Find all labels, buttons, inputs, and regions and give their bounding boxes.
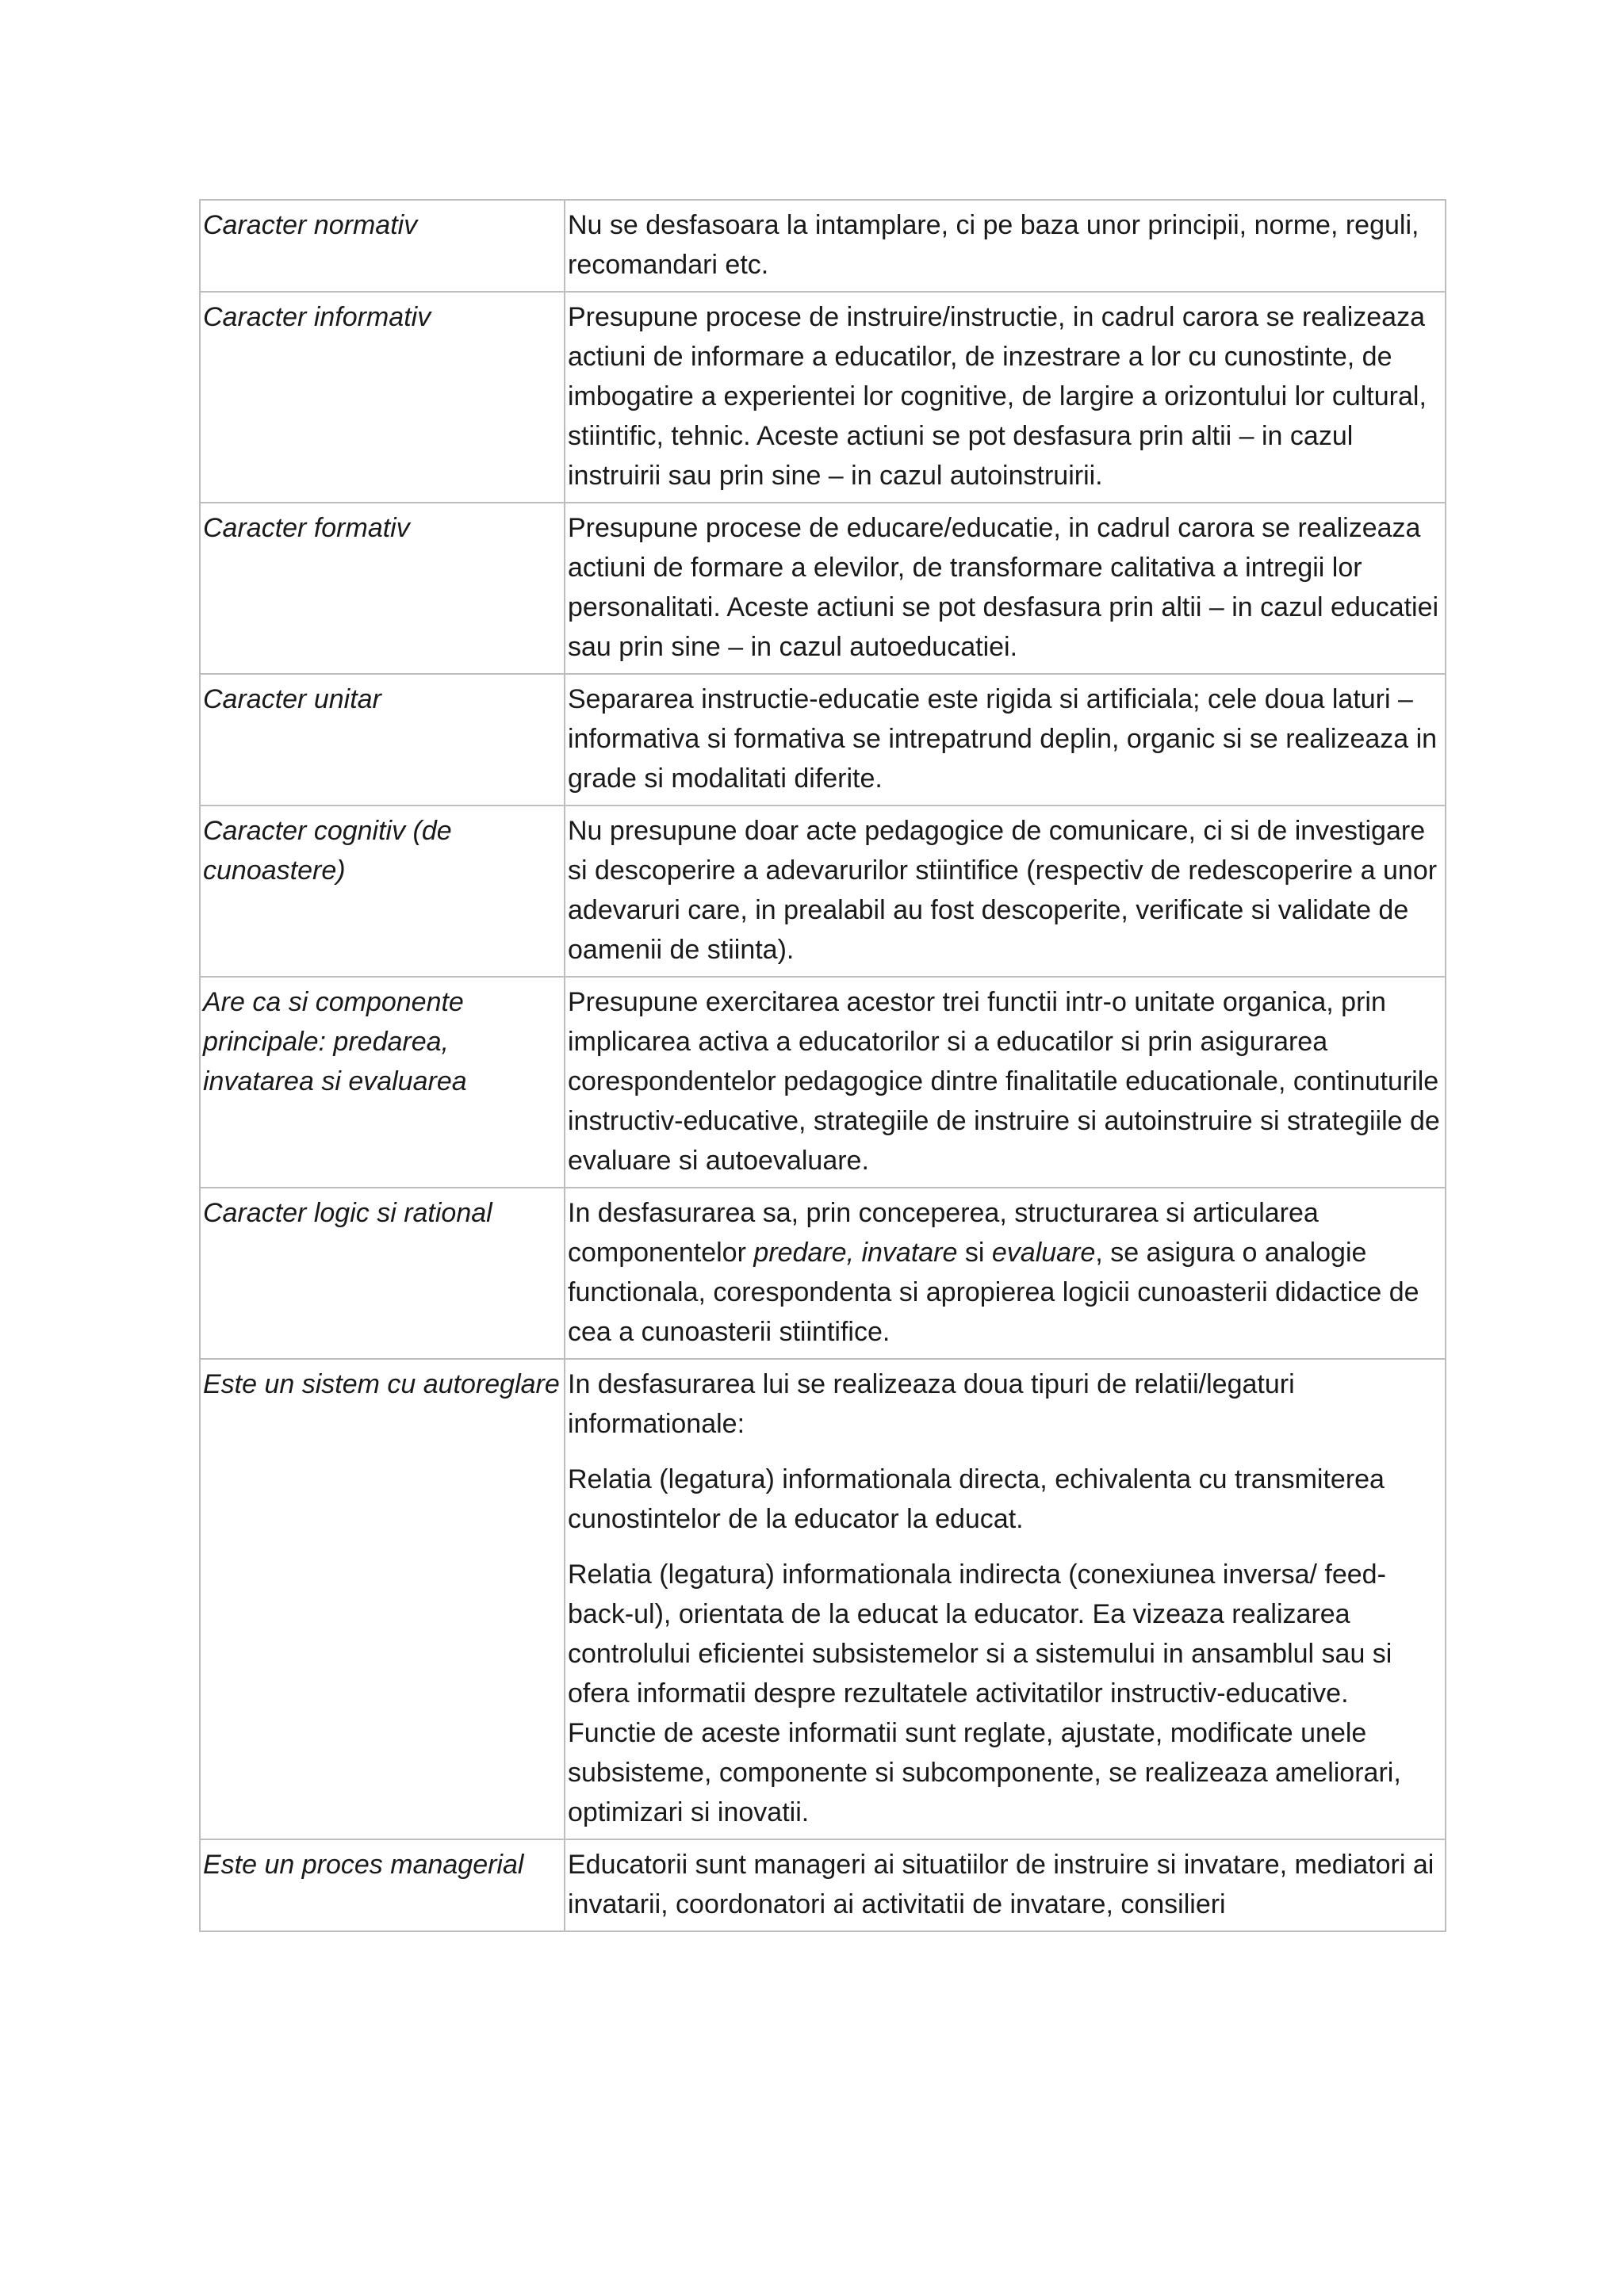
row-description: [565, 1188, 1446, 1359]
row-label: Caracter normativ: [200, 200, 565, 292]
table-row: [200, 1839, 1446, 1931]
row-description: Presupune procese de instruire/instructie, in cadrul carora se realizeaza actiuni de informare a educatilor, de inzestrare a lor cu cunostinte, de imbogatire a experientei lor cognitive, de largire a orizontului lor cultural, stiintific, tehnic. Aceste actiuni se pot desfasura prin altii – in cazul instruirii sau prin sine – in cazul autoinstruirii.: [565, 292, 1446, 503]
table-row: [200, 1188, 1446, 1359]
table-row: [200, 977, 1446, 1188]
table-row: [200, 292, 1446, 503]
row-description: Presupune procese de educare/educatie, in cadrul carora se realizeaza actiuni de formare a elevilor, de transformare calitativa a intregii lor personalitati. Aceste actiuni se pot desfasura prin altii – in cazul educatiei sau prin sine – in cazul autoeducatiei.: [565, 503, 1446, 674]
row-label: Are ca si componente principale: predarea, invatarea si evaluarea: [200, 977, 565, 1188]
desc-paragraph: In desfasurarea lui se realizeaza doua tipuri de relatii/legaturi informationale:: [568, 1369, 1295, 1439]
desc-paragraph: Relatia (legatura) informationala directa, echivalenta cu transmiterea cunostintelor de la educator la educat.: [568, 1464, 1385, 1534]
row-description: Presupune exercitarea acestor trei functii intr-o unitate organica, prin implicarea activa a educatorilor si a educatilor si prin asigurarea corespondentelor pedagogice dintre finalitatile educationale, continuturile instructiv-educative, strategiile de instruire si autoinstruire si strategiile de evaluare si autoevaluare.: [565, 977, 1446, 1188]
table-row: [200, 674, 1446, 806]
row-label: Este un proces managerial: [200, 1839, 565, 1931]
row-label: Caracter informativ: [200, 292, 565, 503]
desc-text: si: [957, 1238, 992, 1268]
desc-text: In desfasurarea sa, prin conceperea, structurarea si articularea componentelor: [568, 1198, 1319, 1268]
row-description: Nu se desfasoara la intamplare, ci pe baza unor principii, norme, reguli, recomandari etc.: [565, 200, 1446, 292]
characteristics-table: [199, 199, 1446, 1932]
row-label: Caracter formativ: [200, 503, 565, 674]
table-row: [200, 1359, 1446, 1839]
desc-emphasis: evaluare: [991, 1238, 1096, 1268]
desc-paragraph: Relatia (legatura) informationala indirecta (conexiunea inversa/ feed-back-ul), orientata de la educat la educator. Ea vizeaza realizarea controlului eficientei subsistemelor si a sistemului in ansamblul sau si ofera informatii despre rezultatele activitatilor instructiv-educative. Functie de aceste informatii sunt reglate, ajustate, modificate unele subsisteme, componente si subcomponente, se realizeaza ameliorari, optimizari si inovatii.: [568, 1559, 1401, 1827]
row-label: Este un sistem cu autoreglare: [200, 1359, 565, 1839]
table-row: [200, 200, 1446, 292]
row-description: Separarea instructie-educatie este rigida si artificiala; cele doua laturi – informativa si formativa se intrepatrund deplin, organic si se realizeaza in grade si modalitati diferite.: [565, 674, 1446, 806]
row-label: Caracter cognitiv (de cunoastere): [200, 806, 565, 977]
desc-text: , se asigura o analogie functionala, corespondenta si apropierea logicii cunoasterii didactice de cea a cunoasterii stiintifice.: [568, 1238, 1419, 1347]
row-description: Educatorii sunt manageri ai situatiilor de instruire si invatare, mediatori ai invatarii, coordonatori ai activitatii de invatare, consilieri: [565, 1839, 1446, 1931]
row-description: [565, 1359, 1446, 1839]
row-label: Caracter unitar: [200, 674, 565, 806]
table-row: [200, 806, 1446, 977]
table-row: [200, 503, 1446, 674]
desc-emphasis: predare, invatare: [753, 1238, 958, 1268]
row-description: Nu presupune doar acte pedagogice de comunicare, ci si de investigare si descoperire a adevarurilor stiintifice (respectiv de redescoperire a unor adevaruri care, in prealabil au fost descoperite, verificate si validate de oamenii de stiinta).: [565, 806, 1446, 977]
row-label: Caracter logic si rational: [200, 1188, 565, 1359]
